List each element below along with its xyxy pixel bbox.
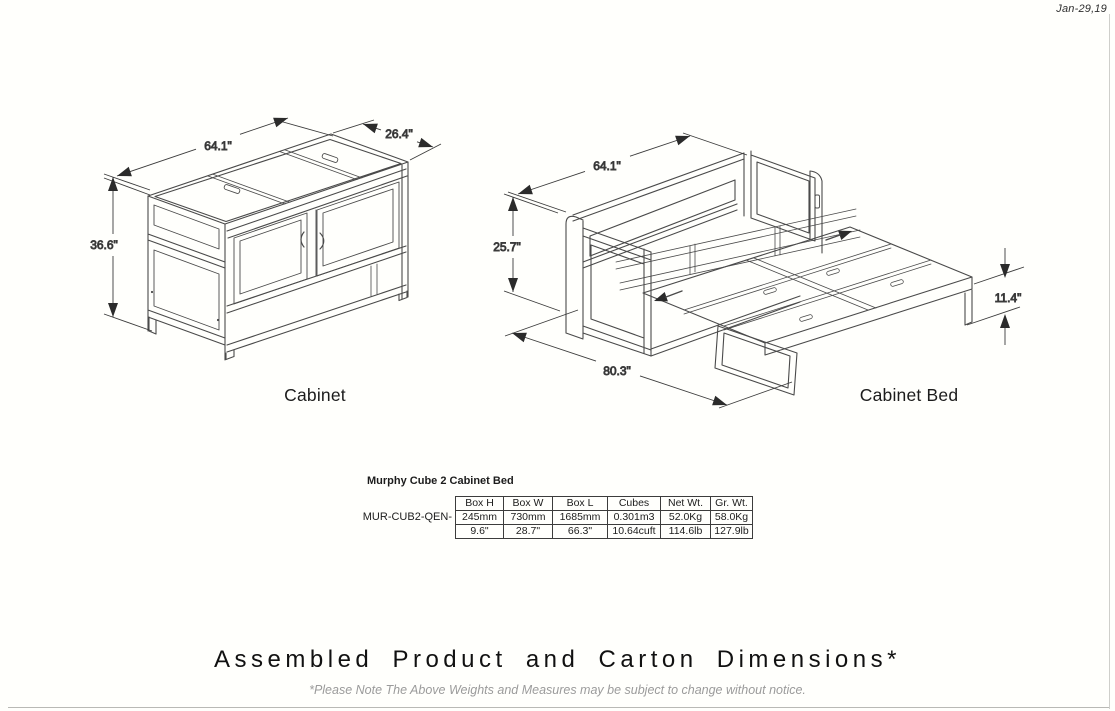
bed-left-post xyxy=(566,216,583,339)
table-cell: 9.6" xyxy=(456,525,504,539)
cabinet-dim-width xyxy=(104,118,333,195)
cabinet-hinge-dot-2 xyxy=(217,319,219,321)
table-cell: 114.6lb xyxy=(661,525,711,539)
table-cell: 0.301m3 xyxy=(608,511,661,525)
bed-dim-length-label: 80.3" xyxy=(603,364,631,378)
table-row-metric xyxy=(456,511,753,525)
footer-title: Assembled Product and Carton Dimensions* xyxy=(214,646,901,673)
cabinet-dim-depth-label: 26.4" xyxy=(385,127,413,141)
bed-deck-handle-4 xyxy=(799,314,813,322)
cabinet-door-handles xyxy=(301,232,324,249)
bed-left-panel xyxy=(583,228,651,356)
cabinet-drawing xyxy=(148,134,408,360)
cabinet-top-latch-1 xyxy=(224,184,241,194)
bed-right-foot xyxy=(965,290,972,325)
cabinet-top-seams xyxy=(208,150,362,204)
table-title: Murphy Cube 2 Cabinet Bed xyxy=(367,475,514,487)
table-cell: 245mm xyxy=(456,511,504,525)
cabinet-dim-height xyxy=(90,174,152,331)
cabinet-left-panels xyxy=(154,205,219,330)
table-header: Net Wt. xyxy=(661,497,711,511)
footer-note: *Please Note The Above Weights and Measures may be subject to change without notice. xyxy=(309,683,806,697)
cabinet-top-face xyxy=(148,134,408,224)
bed-dim-deck-height-label: 11.4" xyxy=(994,291,1022,305)
cabinet-bed-label: Cabinet Bed xyxy=(859,385,959,405)
cabinet-lower-seam xyxy=(371,264,377,296)
bed-dim-height-label: 25.7" xyxy=(493,240,521,254)
bed-backrest-latch xyxy=(815,195,820,208)
cabinet-legs xyxy=(149,291,407,360)
bed-deck-handle-2 xyxy=(826,268,840,276)
table-cell: 66.3" xyxy=(553,525,608,539)
table-header: Box L xyxy=(553,497,608,511)
table-header: Box H xyxy=(456,497,504,511)
table-header-row xyxy=(456,497,753,511)
bed-pull-arrow-left-tail xyxy=(666,291,682,297)
cabinet-bed-drawing xyxy=(566,151,972,395)
bed-deck-seams xyxy=(684,244,931,330)
table-cell: 52.0Kg xyxy=(661,511,711,525)
cabinet-top-latch-2 xyxy=(322,153,339,163)
table-cell: 10.64cuft xyxy=(608,525,661,539)
bed-dim-deck-height xyxy=(967,248,1024,345)
bed-deck xyxy=(643,227,972,355)
date-stamp: Jan-29,19 xyxy=(1056,3,1107,15)
cabinet-left-face xyxy=(148,196,225,345)
bed-dim-width xyxy=(508,133,747,212)
table-header: Gr. Wt. xyxy=(711,497,753,511)
bed-deck-handle-3 xyxy=(890,279,904,287)
table-cell: 28.7" xyxy=(504,525,553,539)
cabinet-dim-height-label: 36.6" xyxy=(90,238,118,252)
bed-backrest xyxy=(744,151,822,253)
table-row-label: MUR-CUB2-QEN- xyxy=(362,511,452,523)
cabinet-hinge-dot-1 xyxy=(151,291,153,293)
table-row-imperial xyxy=(456,525,753,539)
carton-table xyxy=(455,496,753,539)
table-cell: 58.0Kg xyxy=(711,511,753,525)
cabinet-dim-width-label: 64.1" xyxy=(204,139,232,153)
bed-frame-rails xyxy=(616,209,860,290)
table-cell: 1685mm xyxy=(553,511,608,525)
table-cell: 127.9lb xyxy=(711,525,753,539)
table-header: Cubes xyxy=(608,497,661,511)
bed-dim-width-label: 64.1" xyxy=(593,159,621,173)
table-header: Box W xyxy=(504,497,553,511)
bed-dim-height xyxy=(493,194,560,311)
bed-dim-length xyxy=(505,310,792,408)
table-cell: 730mm xyxy=(504,511,553,525)
cabinet-label: Cabinet xyxy=(284,385,346,405)
